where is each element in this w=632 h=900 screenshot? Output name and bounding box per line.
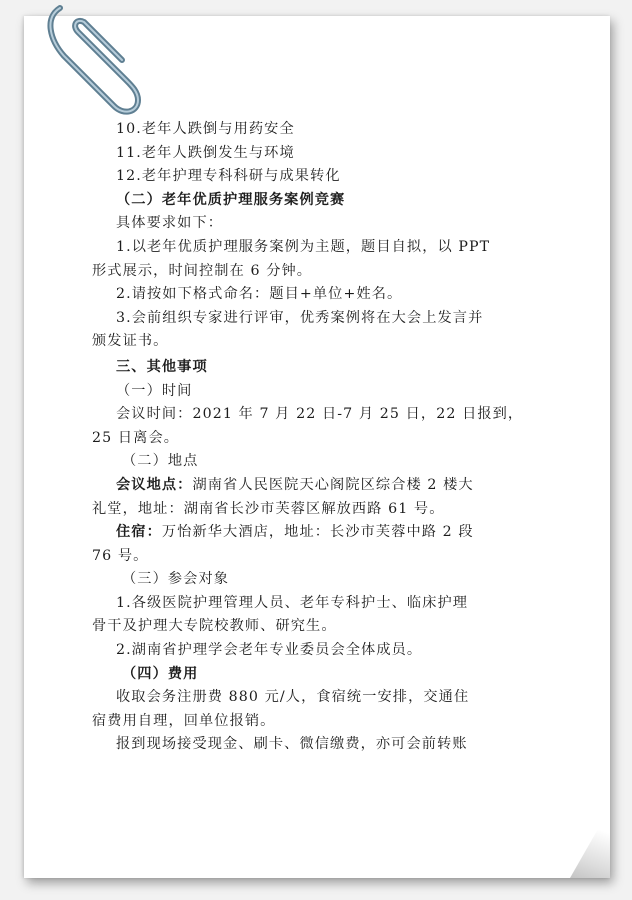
list-item: 11.老年人跌倒发生与环境 [116, 144, 295, 161]
list-item: 1.各级医院护理管理人员、老年专科护士、临床护理 [116, 594, 469, 611]
paragraph-line [92, 521, 522, 545]
paragraph-line: 形式展示，时间控制在 6 分钟。 [92, 262, 313, 279]
subsection-heading: （四）费用 [122, 665, 199, 682]
paragraph-line: 颁发证书。 [92, 333, 169, 350]
venue-label: 会议地点： [116, 476, 193, 493]
paragraph-line: 具体要求如下： [116, 215, 224, 232]
page-curl [570, 808, 610, 878]
lodging-value: 万怡新华大酒店，地址：长沙市芙蓉中路 2 段 [161, 524, 474, 541]
paragraph-line: 骨干及护理大专院校教师、研究生。 [92, 618, 337, 635]
document-body [92, 118, 522, 757]
paragraph-line: 76 号。 [92, 547, 149, 564]
paragraph-line: 收取会务注册费 880 元/人，食宿统一安排，交通住 [116, 689, 470, 706]
section-heading: 三、其他事项 [116, 358, 208, 375]
list-item: 12.老年护理专科科研与成果转化 [116, 168, 341, 185]
list-item: 2.湖南省护理学会老年专业委员会全体成员。 [116, 642, 423, 659]
paragraph-line: 报到现场接受现金、刷卡、微信缴费，亦可会前转账 [116, 736, 468, 753]
list-item: 2.请按如下格式命名：题目+单位+姓名。 [116, 286, 403, 303]
list-item: 1.以老年优质护理服务案例为主题，题目自拟，以 PPT [116, 238, 491, 255]
subsection-heading: （一）时间 [116, 382, 193, 399]
paperclip-icon [34, 0, 144, 120]
paragraph-line [92, 474, 522, 498]
subsection-heading: （三）参会对象 [122, 571, 230, 588]
venue-value: 湖南省人民医院天心阁院区综合楼 2 楼大 [192, 476, 474, 493]
section-heading: （二）老年优质护理服务案例竞赛 [116, 191, 346, 208]
paragraph-line: 礼堂，地址：湖南省长沙市芙蓉区解放西路 61 号。 [92, 500, 445, 517]
list-item: 3.会前组织专家进行评审，优秀案例将在大会上发言并 [116, 309, 484, 326]
paragraph-line: 宿费用自理，回单位报销。 [92, 712, 276, 729]
list-item: 10.老年人跌倒与用药安全 [116, 121, 295, 137]
lodging-label: 住宿： [116, 524, 162, 541]
subsection-heading: （二）地点 [122, 453, 199, 470]
paragraph-line: 会议时间：2021 年 7 月 22 日-7 月 25 日，22 日报到， [116, 406, 524, 423]
paragraph-line: 25 日离会。 [92, 429, 180, 446]
